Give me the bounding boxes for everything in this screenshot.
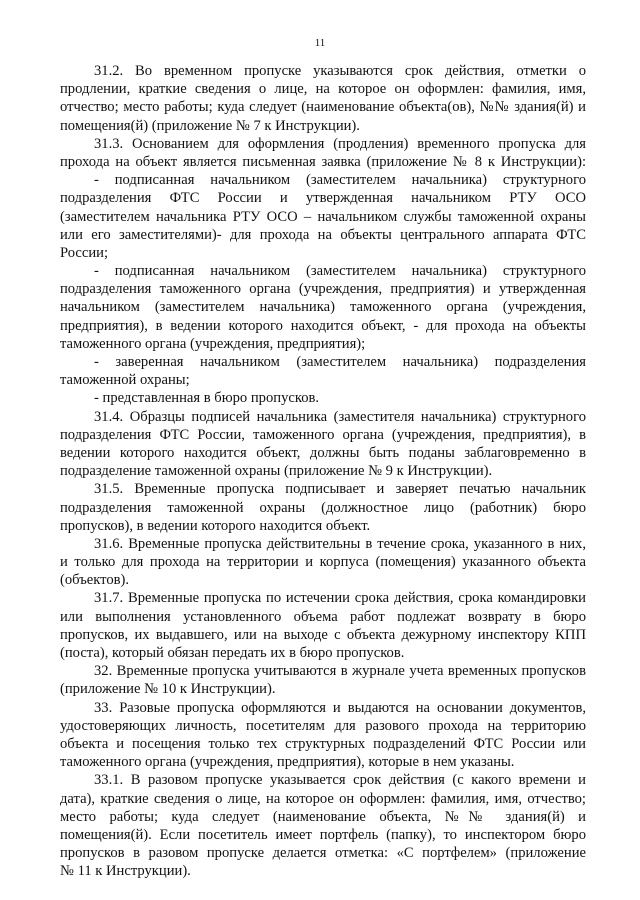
text-line: пропусков), в ведении которого находится объект.: [60, 517, 371, 534]
text-line: место работы; куда следует (наименование объекта, №№ здания(й) и: [60, 808, 586, 825]
text-line: - подписанная начальником (заместителем начальника) структурного: [94, 172, 586, 189]
text-line: 31.4. Образцы подписей начальника (заместителя начальника) структурного: [94, 408, 586, 425]
text-line: 33.1. В разовом пропуске указывается срок действия (с какого времени и: [94, 772, 586, 789]
text-line: (поста), который обязан передать их в бюро пропусков.: [60, 645, 405, 661]
text-line: подразделение таможенной охраны (приложение № 9 к Инструкции).: [60, 463, 493, 480]
text-line: таможенной охраны;: [60, 372, 190, 389]
text-line: помещения(й). Если посетитель имеет портфель (папку), то инспектором бюро: [60, 826, 586, 843]
text-line: России;: [60, 244, 109, 261]
text-line: пропусков в разовом пропуске делается отметка: «С портфелем» (приложение: [60, 845, 586, 862]
text-line: 33. Разовые пропуска оформляются и выдаются на основании документов,: [94, 699, 586, 716]
text-line: или выполнения установленного объема работ подлежат возврату в бюро: [60, 608, 586, 625]
text-line: № 11 к Инструкции).: [60, 863, 191, 880]
text-line: дата), краткие сведения о лице, на которое он оформлен: фамилия, имя, отчество;: [60, 790, 586, 807]
text-line: подразделения таможенного органа (учреждения, предприятия) и утвержденная: [60, 281, 586, 298]
text-line: и только для прохода на территории и корпуса (помещения) указанного объекта: [60, 554, 586, 571]
text-line: прохода на объект является письменная заявка (приложение № 8 к Инструкции):: [60, 153, 586, 170]
text-line: 31.7. Временные пропуска по истечении срока действия, срока командировки: [94, 590, 586, 607]
text-line: пропусков, их выдавшего, или на выходе с объекта дежурному инспектору КПП: [60, 626, 586, 643]
text-line: предприятия), в ведении которого находится объект, - для прохода на объекты: [60, 317, 586, 334]
text-line: 31.3. Основанием для оформления (продления) временного пропуска для: [94, 135, 586, 152]
text-line: начальником (заместителем начальника) таможенного органа (учреждения,: [60, 299, 586, 316]
text-line: 31.5. Временные пропуска подписывает и заверяет печатью начальник: [94, 481, 586, 498]
text-line: - заверенная начальником (заместителем начальника) подразделения: [94, 354, 586, 370]
text-line: - представленная в бюро пропусков.: [94, 390, 320, 407]
page-number: 11: [314, 37, 326, 49]
text-line: (объектов).: [60, 572, 130, 589]
text-line: продлении, краткие сведения о лице, на которое он оформлен: фамилия, имя,: [60, 81, 586, 98]
text-line: отчество; место работы; куда следует (наименование объекта(ов), №№ здания(й) и: [60, 99, 586, 116]
document-body: [60, 62, 586, 880]
text-line: 31.6. Временные пропуска действительны в течение срока, указанного в них,: [94, 535, 586, 552]
text-line: 31.2. Во временном пропуске указываются срок действия, отметки о: [94, 63, 586, 79]
text-line: удостоверяющих личность, посетителям для разового прохода на территорию: [60, 717, 586, 734]
text-line: таможенного органа (учреждения, предприятия), которые в нем указаны.: [60, 754, 515, 771]
text-line: подразделения ФТС России, таможенного органа (учреждения, предприятия), в: [60, 426, 586, 443]
text-line: (заместителем начальника РТУ ОСО – начальником службы таможенной охраны: [60, 208, 586, 225]
text-line: объекта и посещения только тех структурных подразделений ФТС России или: [60, 735, 586, 752]
text-line: таможенного органа (учреждения, предприятия);: [60, 335, 366, 352]
text-line: помещения(й) (приложение № 7 к Инструкции).: [60, 117, 360, 134]
text-line: подразделения таможенной охраны (должностное лицо (работник) бюро: [60, 499, 586, 516]
text-line: подразделения ФТС России и утвержденная начальником РТУ ОСО: [60, 190, 586, 207]
text-line: (приложение № 10 к Инструкции).: [60, 681, 276, 698]
text-line: 32. Временные пропуска учитываются в журнале учета временных пропусков: [94, 663, 586, 680]
text-line: - подписанная начальником (заместителем начальника) структурного: [94, 263, 586, 280]
text-line: ведении которого находится объект, должны быть поданы заблаговременно в: [60, 444, 586, 461]
text-line: или его заместителями)- для прохода на объекты центрального аппарата ФТС: [60, 226, 586, 243]
